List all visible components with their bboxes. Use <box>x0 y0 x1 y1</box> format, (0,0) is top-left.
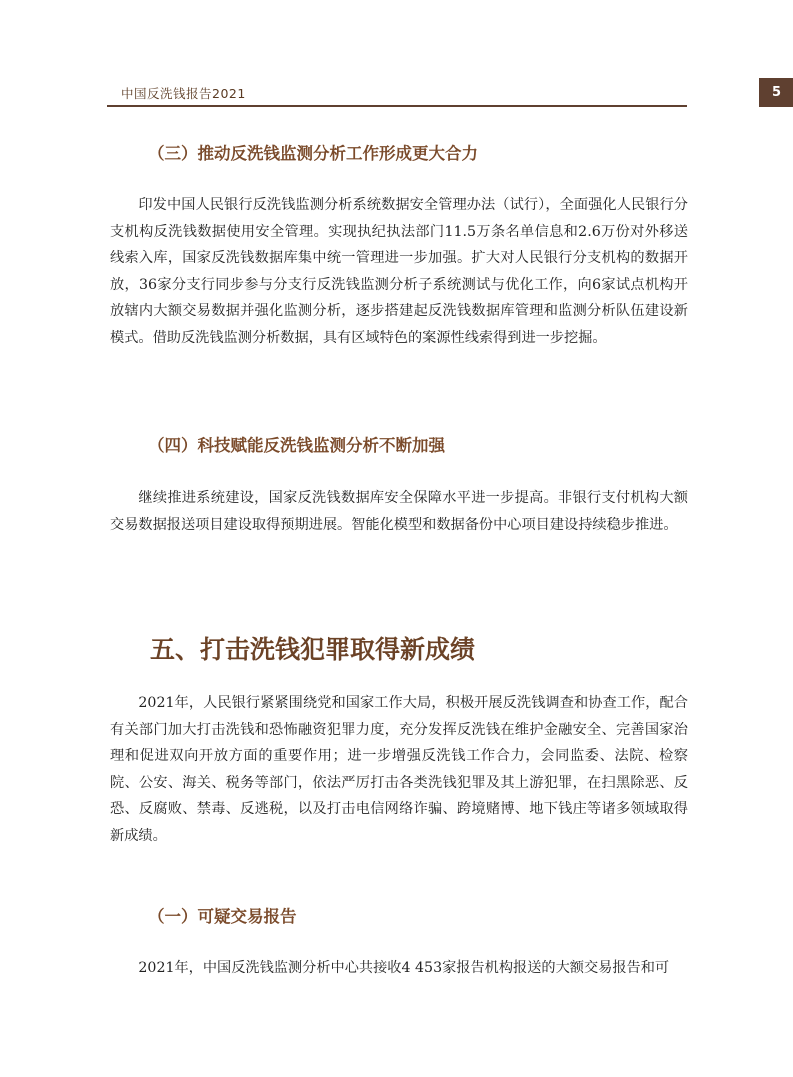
page-number-badge: 5 <box>759 78 793 107</box>
page-header <box>107 78 782 106</box>
subsection-4-paragraph: 继续推进系统建设，国家反洗钱数据库安全保障水平进一步提高。非银行支付机构大额交易数据报送项目建设取得预期进展。智能化模型和数据备份中心项目建设持续稳步推进。 <box>110 490 688 533</box>
section-5-paragraph: 2021年，人民银行紧紧围绕党和国家工作大局，积极开展反洗钱调查和协查工作，配合有关部门加大打击洗钱和恐怖融资犯罪力度，充分发挥反洗钱在维护金融安全、完善国家治理和促进双向开放方面的重要作用；进一步增强反洗钱工作合力，会同监委、法院、检察院、公安、海关、税务等部门，依法严厉打击各类洗钱犯罪及其上游犯罪，在扫黑除恶、反恐、反腐败、禁毒、反逃税，以及打击电信网络诈骗、跨境赌博、地下钱庄等诸多领域取得新成绩。 <box>110 695 688 844</box>
subsection-heading-3: （三）推动反洗钱监测分析工作形成更大合力 <box>148 144 478 163</box>
subsection-1-paragraph: 2021年，中国反洗钱监测分析中心共接收4 453家报告机构报送的大额交易报告和可 <box>138 960 670 976</box>
subsection-heading-1: （一）可疑交易报告 <box>148 907 297 926</box>
section-heading-5: 五、打击洗钱犯罪取得新成绩 <box>150 635 476 664</box>
subsection-heading-4: （四）科技赋能反洗钱监测分析不断加强 <box>148 436 445 455</box>
report-title: 中国反洗钱报告2021 <box>121 86 246 101</box>
subsection-3-paragraph: 印发中国人民银行反洗钱监测分析系统数据安全管理办法（试行），全面强化人民银行分支机构反洗钱数据使用安全管理。实现执纪执法部门11.5万条名单信息和2.6万份对外移送线索入库，国家反洗钱数据库集中统一管理进一步加强。扩大对人民银行分支机构的数据开放，36家分支行同步参与分支行反洗钱监测分析子系统测试与优化工作，向6家试点机构开放辖内大额交易数据并强化监测分析，逐步搭建起反洗钱数据库管理和监测分析队伍建设新模式。借助反洗钱监测分析数据，具有区域特色的案源性线索得到进一步挖掘。 <box>110 197 688 346</box>
header-divider <box>107 105 687 107</box>
